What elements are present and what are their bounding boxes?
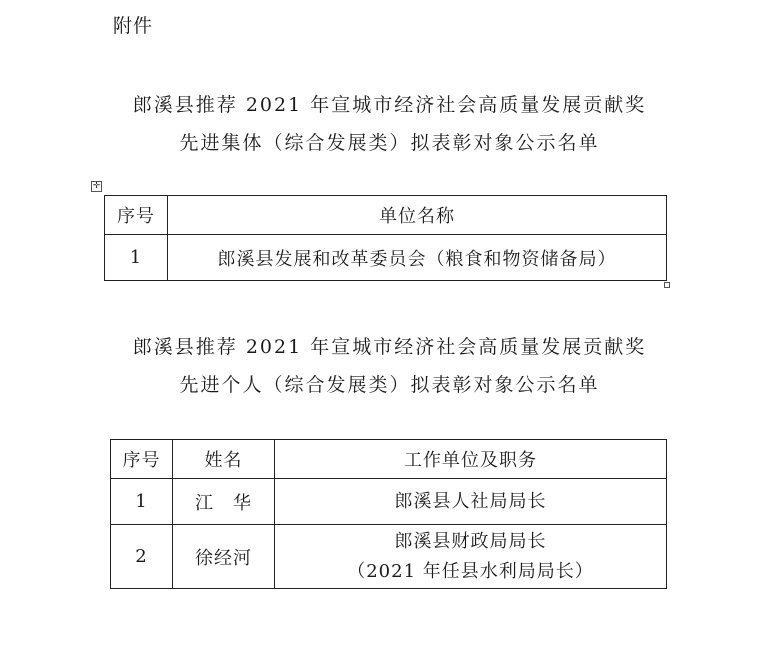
unit-line1: 郎溪县财政局局长	[394, 530, 547, 552]
header-cell-unit-position: 工作单位及职务	[275, 440, 667, 479]
section2-title-line2: 先进个人（综合发展类）拟表彰对象公示名单	[179, 374, 600, 396]
cell-name: 江 华	[173, 479, 275, 525]
table-row	[105, 235, 667, 281]
cell-unit-position	[275, 479, 667, 525]
header-cell-no: 序号	[111, 440, 173, 479]
cell-no: 1	[111, 479, 173, 525]
table-header-row	[105, 196, 667, 235]
cell-name: 徐经河	[173, 525, 275, 589]
unit-line2: （2021 年任县水利局局长）	[347, 560, 594, 582]
cell-no: 2	[111, 525, 173, 589]
table-row	[111, 525, 667, 589]
header-cell-no: 序号	[105, 196, 168, 235]
cell-no: 1	[105, 235, 168, 281]
table-row	[111, 479, 667, 525]
header-cell-unit-name: 单位名称	[168, 196, 667, 235]
header-cell-name: 姓名	[173, 440, 275, 479]
cell-unit-position	[275, 525, 667, 589]
section2-title-line1: 郎溪县推荐 2021 年宣城市经济社会高质量发展贡献奖	[132, 336, 647, 358]
cell-unit-name: 郎溪县发展和改革委员会（粮食和物资储备局）	[168, 235, 667, 281]
individual-table	[110, 439, 667, 589]
table-header-row	[111, 440, 667, 479]
resize-handle-icon[interactable]	[664, 282, 670, 288]
move-handle-icon[interactable]: ✛	[92, 181, 101, 191]
section1-title-line1: 郎溪县推荐 2021 年宣城市经济社会高质量发展贡献奖	[132, 94, 647, 116]
unit-line1: 郎溪县人社局局长	[394, 490, 547, 512]
section1-title-line2: 先进集体（综合发展类）拟表彰对象公示名单	[179, 132, 600, 154]
attachment-label: 附件	[113, 15, 154, 37]
collective-table	[104, 195, 667, 281]
